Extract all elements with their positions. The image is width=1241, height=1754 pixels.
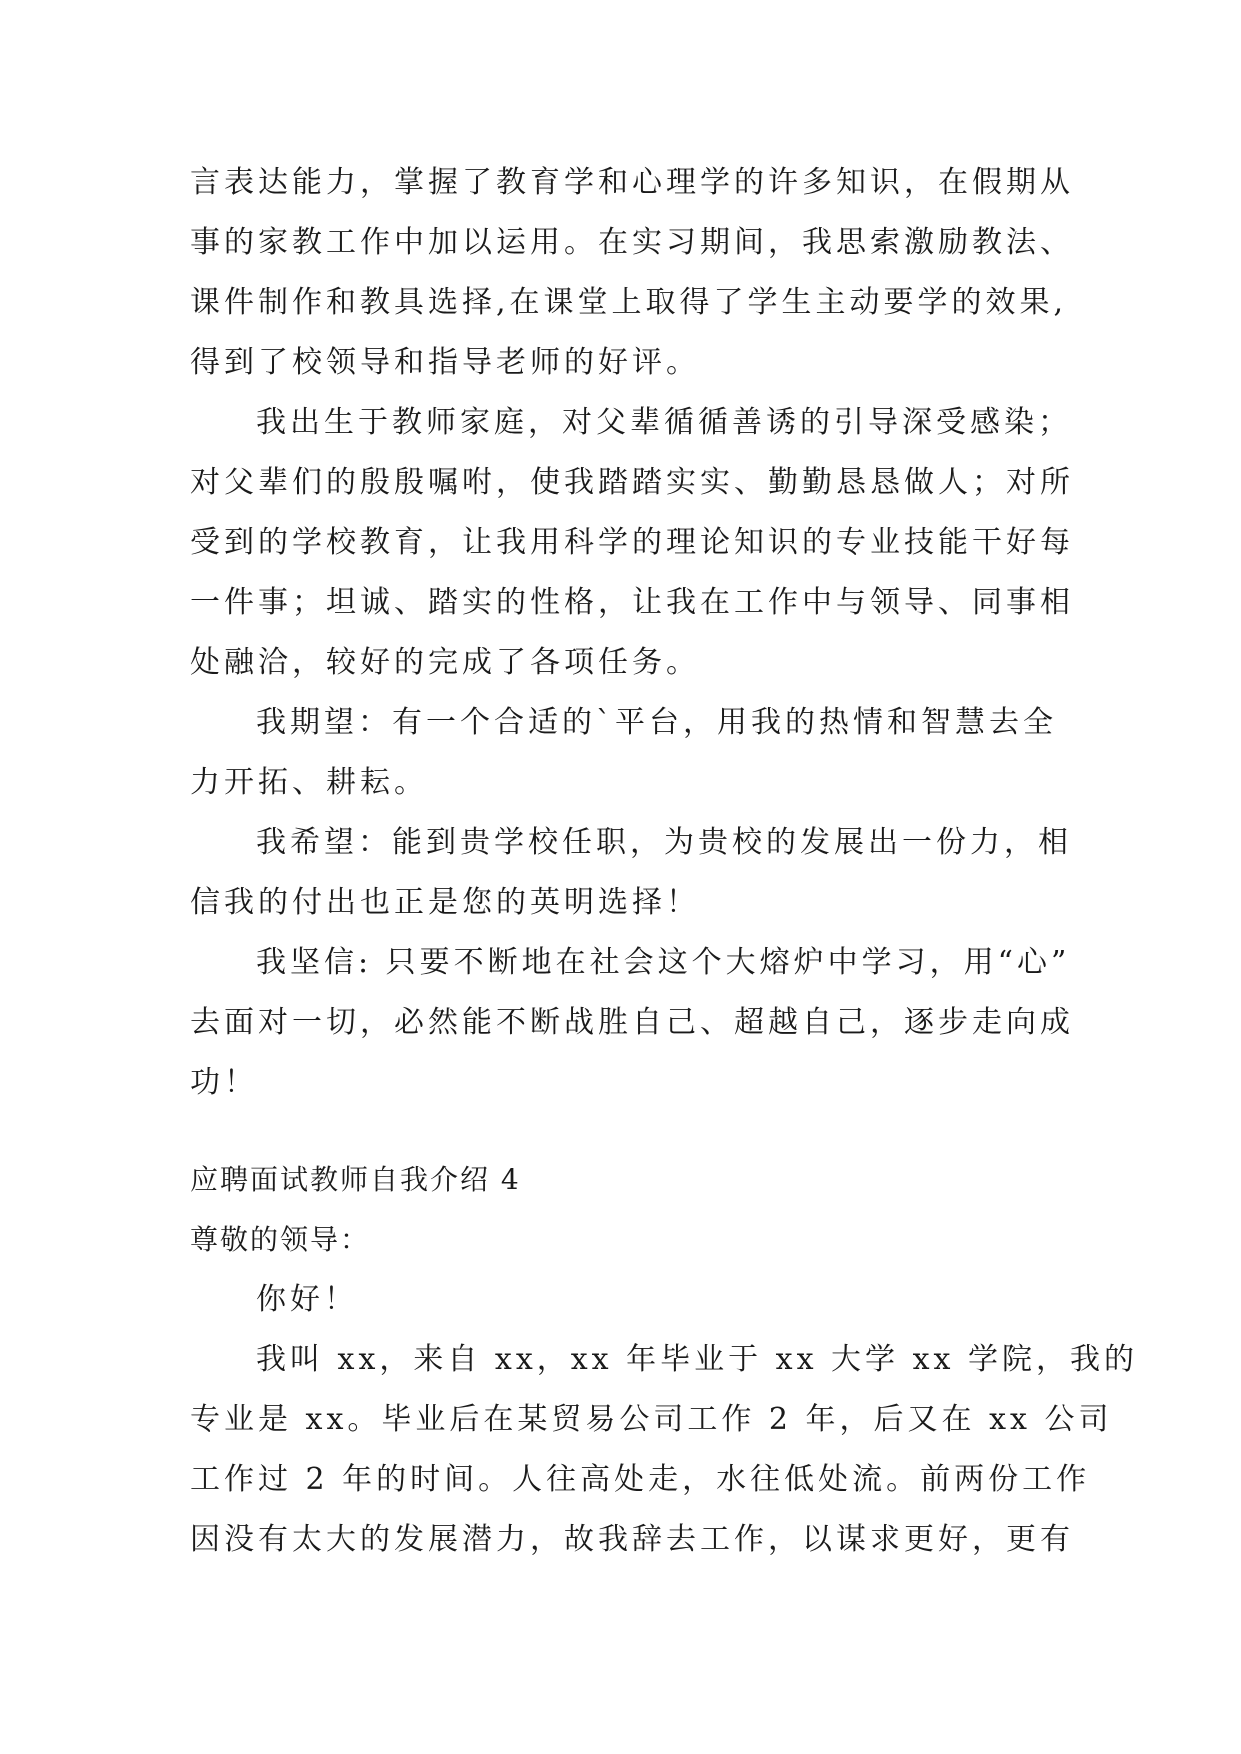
- paragraph-line: 一件事；坦诚、踏实的性格，让我在工作中与领导、同事相: [190, 585, 1074, 620]
- paragraph-line: 得到了校领导和指导老师的好评。: [190, 345, 700, 380]
- paragraph-line: 信我的付出也正是您的英明选择！: [190, 885, 700, 920]
- paragraph-line: 力开拓、耕耘。: [190, 765, 428, 800]
- paragraph-line: 我出生于教师家庭，对父辈循循善诱的引导深受感染；: [256, 405, 1072, 440]
- paragraph-line: 课件制作和教具选择,在课堂上取得了学生主动要学的效果,: [190, 285, 1068, 320]
- paragraph-line: 因没有太大的发展潜力，故我辞去工作，以谋求更好，更有: [190, 1522, 1074, 1557]
- paragraph-line: 我坚信: 只要不断地在社会这个大熔炉中学习，用“心”: [256, 945, 1071, 980]
- paragraph-line: 我期望：有一个合适的`平台，用我的热情和智慧去全: [256, 705, 1057, 740]
- paragraph-line: 我叫 xx，来自 xx，xx 年毕业于 xx 大学 xx 学院，我的: [256, 1342, 1138, 1377]
- paragraph-line: 去面对一切，必然能不断战胜自己、超越自己，逐步走向成: [190, 1005, 1074, 1040]
- paragraph-line: 事的家教工作中加以运用。在实习期间，我思索激励教法、: [190, 225, 1074, 260]
- paragraph-line: 我希望：能到贵学校任职，为贵校的发展出一份力，相: [256, 825, 1072, 860]
- section-heading: 应聘面试教师自我介绍 4: [190, 1163, 521, 1196]
- paragraph-line: 处融洽，较好的完成了各项任务。: [190, 645, 700, 680]
- paragraph-line: 受到的学校教育，让我用科学的理论知识的专业技能干好每: [190, 525, 1074, 560]
- greeting: 你好！: [256, 1282, 358, 1317]
- paragraph-line: 功！: [190, 1065, 258, 1100]
- paragraph-line: 对父辈们的殷殷嘱咐，使我踏踏实实、勤勤恳恳做人；对所: [190, 465, 1074, 500]
- paragraph-line: 言表达能力，掌握了教育学和心理学的许多知识，在假期从: [190, 165, 1074, 200]
- paragraph-line: 专业是 xx。毕业后在某贸易公司工作 2 年，后又在 xx 公司: [190, 1402, 1113, 1437]
- salutation: 尊敬的领导：: [190, 1223, 371, 1256]
- paragraph-line: 工作过 2 年的时间。人往高处走，水往低处流。前两份工作: [190, 1462, 1091, 1497]
